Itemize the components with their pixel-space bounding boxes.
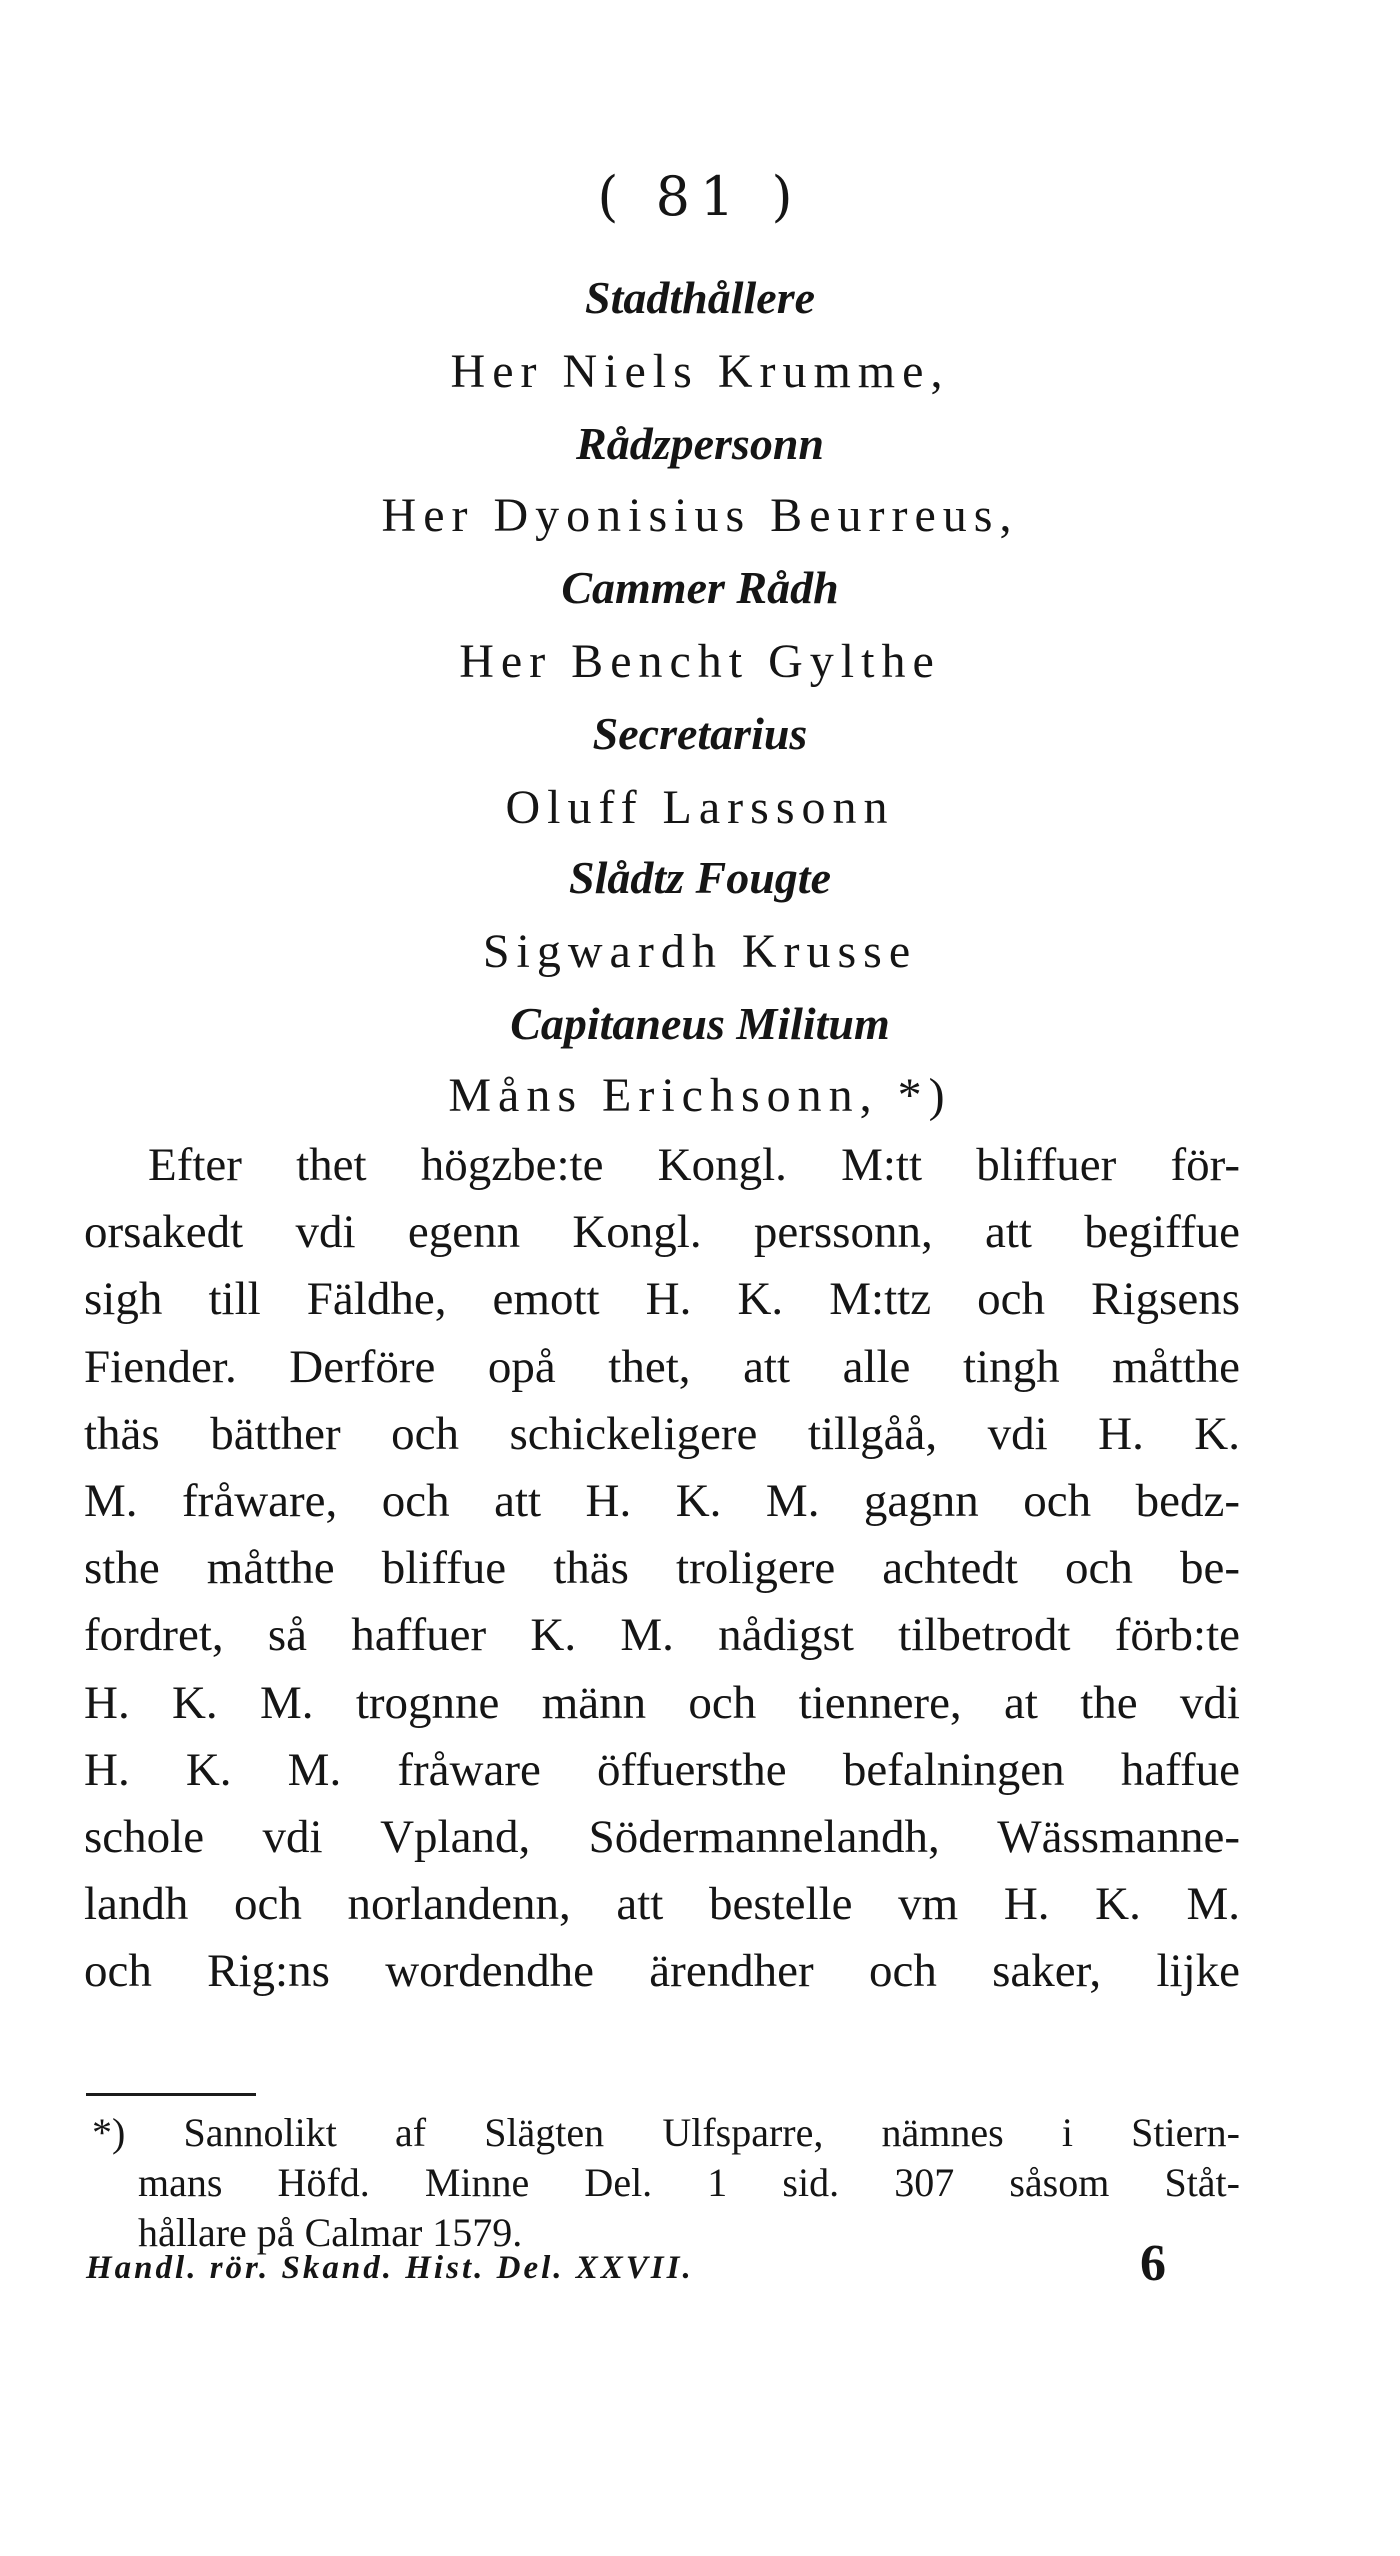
body-line: sigh till Fäldhe, emott H. K. M:ttz och Rigsens [84,1273,1240,1326]
officer-title-secretarius: Secretarius [592,708,808,759]
body-line: och Rig:ns wordendhe ärendher och saker, lijke [84,1945,1240,1998]
body-line: H. K. M. fråware öffuersthe befalningen haffue [84,1743,1240,1796]
officer-name-stadthallare: Her Niels Krumme, [450,345,950,398]
body-line: orsakedt vdi egenn Kongl. perssonn, att begiffue [84,1206,1240,1259]
body-line: sthe måtthe bliffue thäs troligere achtedt och be- [84,1542,1240,1595]
officer-name-secretarius: Oluff Larssonn [505,781,895,834]
signature-line: Handl. rör. Skand. Hist. Del. XXVII. [86,2250,694,2286]
footnote-rule [86,2093,256,2096]
footnote [92,2108,1240,2258]
officer-name-capitaneus-militum: Måns Erichsonn, *) [448,1069,952,1122]
page-number: ( 81 ) [597,165,803,228]
footnote-line: *) Sannolikt af Slägten Ulfsparre, nämnes i Stiern- [92,2110,1240,2155]
officer-title-sladtz-fougte: Slådtz Fougte [568,852,831,903]
sheet-mark: 6 [1140,2235,1166,2292]
body-line: schole vdi Vpland, Södermannelandh, Wässmanne- [84,1810,1240,1863]
officer-title-capitaneus-militum: Capitaneus Militum [510,998,890,1049]
body-line: M. fråware, och att H. K. M. gagnn och bedz- [84,1474,1240,1527]
officer-title-stadthallare: Stadthållere [584,272,816,323]
footnote-line: hållare på Calmar 1579. [138,2210,523,2255]
officer-name-cammer-radh: Her Bencht Gylthe [459,635,941,688]
footnote-line: mans Höfd. Minne Del. 1 sid. 307 såsom Ståt- [138,2160,1240,2205]
body-paragraph [84,1132,1240,2005]
body-line: Efter thet högzbe:te Kongl. M:tt bliffuer för- [148,1139,1240,1191]
officer-name-sladtz-fougte: Sigwardh Krusse [482,925,918,978]
officer-name-radzpersonn: Her Dyonisius Beurreus, [381,489,1019,542]
body-line: H. K. M. trognne männ och tiennere, at the vdi [84,1676,1240,1729]
officer-title-cammer-radh: Cammer Rådh [561,562,839,613]
body-line: landh och norlandenn, att bestelle vm H. K. M. [84,1878,1240,1931]
body-line: fordret, så haffuer K. M. nådigst tilbetrodt förb:te [84,1609,1240,1662]
body-line: Fiender. Derföre opå thet, att alle tingh måtthe [84,1340,1240,1393]
officer-title-radzpersonn: Rådzpersonn [576,418,824,469]
body-line: thäs bätther och schickeligere tillgåå, vdi H. K. [84,1407,1240,1460]
